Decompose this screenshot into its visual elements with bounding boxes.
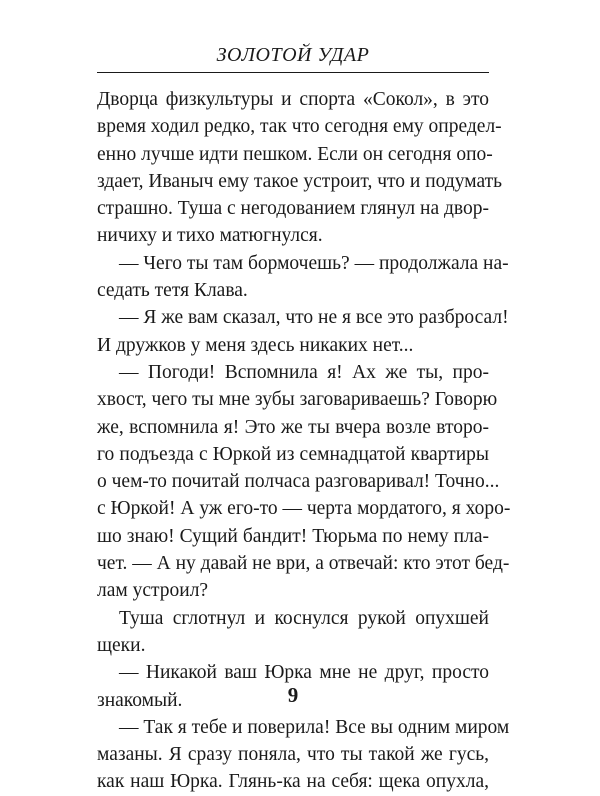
text-line: лам устроил? (97, 580, 209, 602)
text-line: ничиху и тихо матюгнулся. (97, 225, 323, 247)
text-line: И дружков у меня здесь никаких нет... (97, 334, 414, 356)
text-line: шо знаю! Сущий бандит! Тюрьма по нему пла- (97, 525, 489, 547)
text-line: чет. — А ну давай не ври, а отвечай: кто этот бед- (97, 553, 510, 575)
text-line: страшно. Туша с негодованием глянул на двор- (97, 198, 489, 220)
text-line: — Никакой ваш Юрка мне не друг, просто (119, 662, 489, 684)
text-line: о чем-то почитай полчаса разговаривал! Точно... (97, 471, 500, 493)
text-line: Туша сглотнул и коснулся рукой опухшей (119, 607, 489, 629)
text-line: же, вспомнила я! Это же ты вчера возле второ- (97, 416, 489, 438)
text-line: — Чего ты там бормочешь? — продолжала на- (119, 252, 509, 274)
text-line: — Я же вам сказал, что не я все это разбросал! (119, 307, 509, 329)
text-line: здает, Иваныч ему такое устроит, что и подумать (97, 170, 503, 192)
text-line: хвост, чего ты мне зубы заговариваешь? Говорю (97, 389, 498, 411)
text-line: мазаны. Я сразу поняла, что ты такой же гусь, (97, 744, 489, 766)
running-title: ЗОЛОТОЙ УДАР (216, 44, 370, 66)
text-line: как наш Юрка. Глянь-ка на себя: щека опухла, (97, 771, 489, 793)
text-line: Дворца физкультуры и спорта «Сокол», в это (97, 89, 489, 110)
text-line: щеки. (97, 634, 146, 656)
text-line: время ходил редко, так что сегодня ему определ- (97, 116, 502, 138)
text-line: — Погоди! Вспомнила я! Ах же ты, про- (119, 361, 489, 383)
text-line: — Так я тебе и поверила! Все вы одним миром (119, 716, 510, 738)
text-line: го подъезда с Юркой из семнадцатой квартиры (97, 443, 489, 465)
text-line: седать тетя Клава. (97, 280, 248, 302)
text-line: знакомый. (97, 689, 183, 711)
text-line: с Юркой! А уж его-то — черта мордатого, я хоро- (97, 498, 511, 520)
header-rule (97, 72, 489, 73)
page-number: 9 (287, 683, 299, 707)
text-line: енно лучше идти пешком. Если он сегодня опо- (97, 143, 493, 165)
